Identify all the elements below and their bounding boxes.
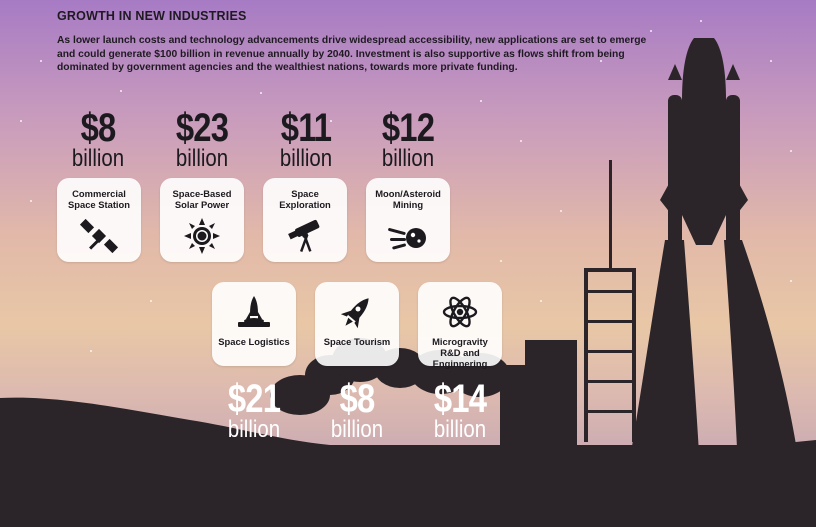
- card-label: Space-Based Solar Power: [172, 188, 232, 210]
- stat-unit: billion: [279, 145, 333, 172]
- card-label: Space Tourism: [323, 336, 391, 347]
- card-moon-asteroid-mining: [366, 178, 450, 262]
- stat-amount: $14: [433, 377, 487, 421]
- stat-unit: billion: [433, 416, 487, 443]
- card-commercial-space-station: [57, 178, 141, 262]
- card-microgravity-rd: [418, 282, 502, 369]
- stat-amount: $23: [175, 106, 229, 150]
- stat-unit: billion: [175, 145, 229, 172]
- telescope-icon: [285, 216, 325, 256]
- stat-unit: billion: [381, 145, 435, 172]
- page-title: GROWTH IN NEW INDUSTRIES: [57, 9, 247, 23]
- intro-paragraph: As lower launch costs and technology advancements drive widespread accessibility, new applications are set to emerge and could generate $100 billion in revenue annually by 2040. Investment is also supportive as flows shift from being dominated by government agencies and the wealthiest nations, towards more private funding.: [57, 35, 647, 74]
- launchpad-icon: [234, 292, 274, 332]
- stat-amount: $11: [280, 106, 332, 150]
- stat-space-exploration: [256, 108, 356, 170]
- card-label: Microgravity R&D and Enginnering: [432, 336, 488, 369]
- card-space-exploration: [263, 178, 347, 262]
- satellite-icon: [79, 216, 119, 256]
- card-space-based-solar-power: [160, 178, 244, 262]
- stat-amount: $21: [227, 377, 281, 421]
- asteroid-icon: [386, 216, 430, 256]
- card-space-tourism: [315, 282, 399, 366]
- card-label: Space Logistics: [218, 336, 290, 347]
- stat-moon-asteroid-mining: [358, 108, 458, 170]
- stat-commercial-space-station: [48, 108, 148, 170]
- stat-space-tourism: [307, 379, 407, 441]
- rocket-icon: [337, 292, 377, 332]
- stat-unit: billion: [330, 416, 384, 443]
- stat-amount: $8: [80, 106, 116, 150]
- card-label: Moon/Asteroid Mining: [375, 188, 441, 210]
- stat-space-logistics: [204, 379, 304, 441]
- stat-unit: billion: [227, 416, 281, 443]
- card-label: Space Exploration: [279, 188, 331, 210]
- stat-unit: billion: [71, 145, 125, 172]
- atom-icon: [440, 292, 480, 332]
- stat-space-based-solar-power: [152, 108, 252, 170]
- stat-amount: $8: [339, 377, 375, 421]
- card-space-logistics: [212, 282, 296, 366]
- stat-microgravity-rd: [410, 379, 510, 441]
- sun-icon: [182, 216, 222, 256]
- stat-amount: $12: [381, 106, 435, 150]
- card-label: Commercial Space Station: [68, 188, 130, 210]
